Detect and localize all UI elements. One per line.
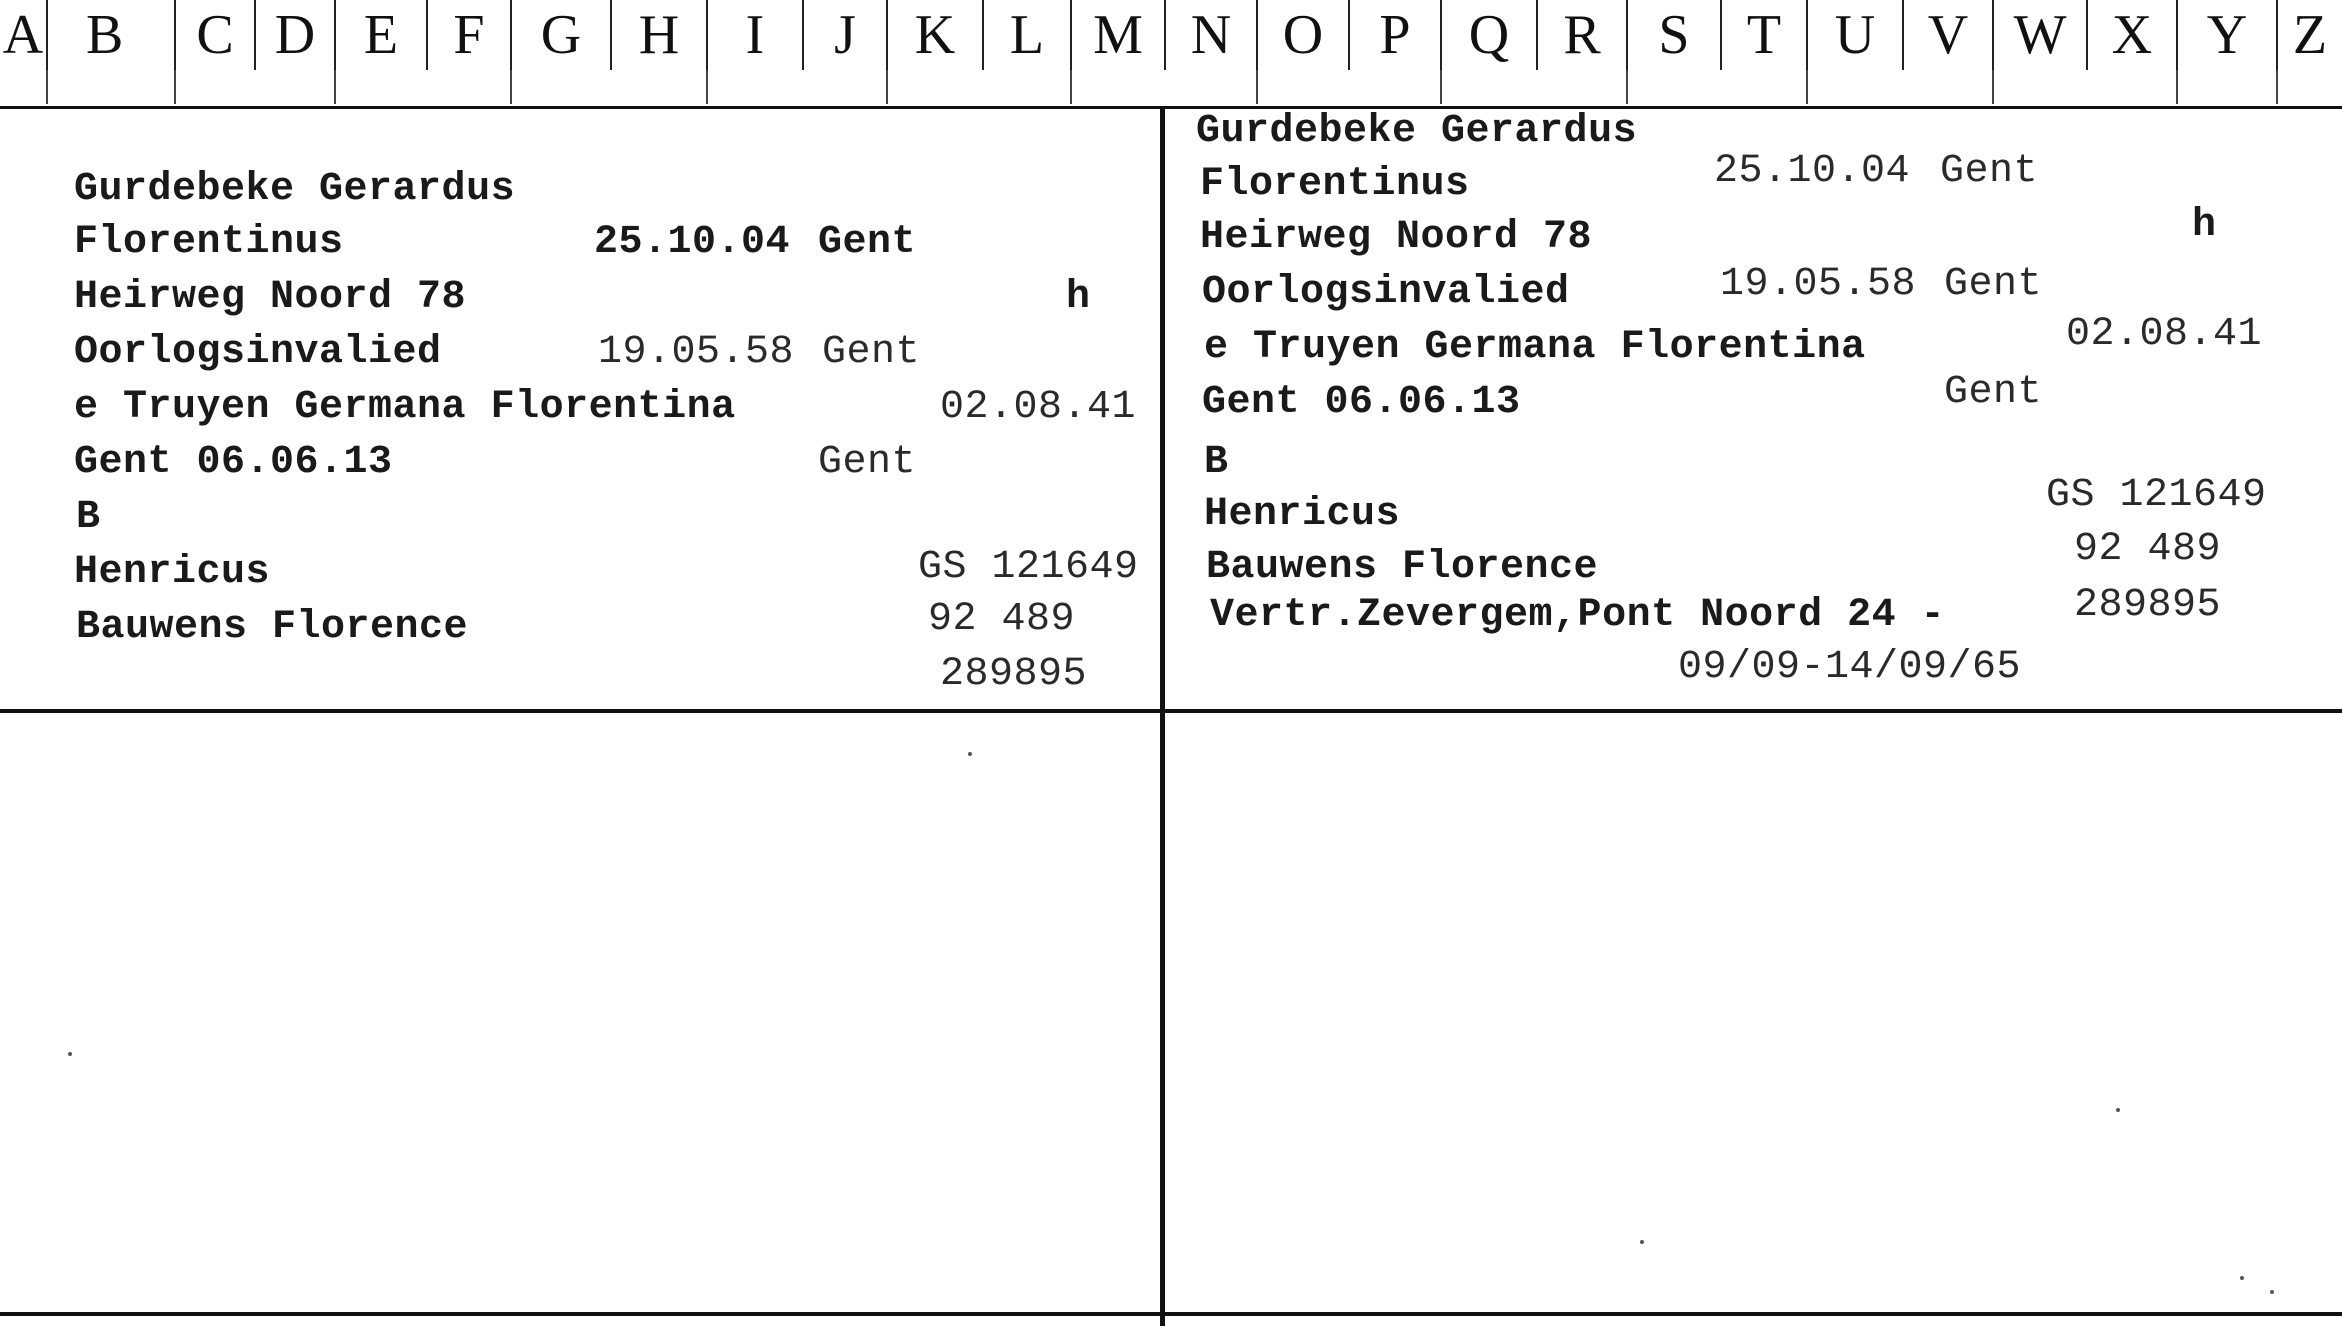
alphabet-letter-b: B bbox=[46, 0, 174, 70]
reference-2: 92 489 bbox=[2074, 527, 2222, 572]
alphabet-letter-v: V bbox=[1902, 0, 1992, 70]
place-3: Gent bbox=[1944, 370, 2043, 415]
index-tick bbox=[2276, 70, 2278, 104]
alphabet-letter-p: P bbox=[1348, 0, 1440, 70]
spouse-birth: Gent 06.06.13 bbox=[74, 440, 393, 485]
scan-speck bbox=[2116, 1108, 2120, 1112]
index-tick bbox=[886, 70, 888, 104]
alphabet-letter-n: N bbox=[1164, 0, 1256, 70]
scan-speck bbox=[68, 1052, 72, 1056]
alphabet-letter-a: A bbox=[2, 4, 44, 66]
alphabet-letter-k: K bbox=[886, 0, 982, 70]
alphabet-letter-t: T bbox=[1720, 0, 1806, 70]
name-line2: Florentinus bbox=[74, 220, 344, 265]
name-line1: Gurdebeke Gerardus bbox=[74, 167, 516, 212]
reference-gs: GS 121649 bbox=[918, 545, 1139, 590]
alphabet-letter-h: H bbox=[610, 0, 706, 70]
birth-date: 25.10.04 bbox=[594, 220, 791, 265]
alphabet-letter-e: E bbox=[334, 0, 426, 70]
alphabet-letter-u: U bbox=[1806, 0, 1902, 70]
index-tick bbox=[174, 70, 176, 104]
birth-place: Gent bbox=[1940, 149, 2039, 194]
alphabet-letter-o: O bbox=[1256, 0, 1348, 70]
alphabet-letter-i: I bbox=[706, 0, 802, 70]
index-tick bbox=[1626, 70, 1628, 104]
residence-note: Vertr.Zevergem,Pont Noord 24 - bbox=[1210, 593, 1946, 638]
place-2: Gent bbox=[1944, 262, 2043, 307]
code-b: B bbox=[76, 495, 101, 540]
alphabet-letter-d: D bbox=[254, 0, 334, 70]
father-name: Henricus bbox=[1204, 492, 1401, 537]
center-divider bbox=[1160, 108, 1165, 1326]
reference-2: 92 489 bbox=[928, 597, 1076, 642]
alphabet-letter-s: S bbox=[1626, 0, 1720, 70]
alphabet-letter-z: Z bbox=[2276, 0, 2342, 70]
date-3: 02.08.41 bbox=[2066, 312, 2263, 357]
birth-place: Gent bbox=[818, 220, 917, 265]
alphabet-letter-f: F bbox=[426, 0, 510, 70]
name-line1: Gurdebeke Gerardus bbox=[1196, 109, 1638, 154]
index-tick bbox=[706, 70, 708, 104]
address: Heirweg Noord 78 bbox=[1200, 215, 1593, 260]
father-name: Henricus bbox=[74, 550, 271, 595]
code-b: B bbox=[1204, 440, 1229, 485]
index-tick bbox=[334, 70, 336, 104]
alphabet-letter-r: R bbox=[1536, 0, 1626, 70]
alphabet-letter-j: J bbox=[802, 0, 886, 70]
address: Heirweg Noord 78 bbox=[74, 275, 467, 320]
alphabet-letter-l: L bbox=[982, 0, 1070, 70]
index-tick bbox=[510, 70, 512, 104]
header-rule bbox=[0, 106, 2342, 109]
alphabet-letter-m: M bbox=[1070, 0, 1164, 70]
status-mark: h bbox=[1066, 275, 1091, 320]
bottom-rule bbox=[0, 1312, 2342, 1316]
alphabet-letter-q: Q bbox=[1440, 0, 1536, 70]
reference-3: 289895 bbox=[2074, 583, 2222, 628]
mother-name: Bauwens Florence bbox=[76, 605, 469, 650]
alphabet-letter-w: W bbox=[1992, 0, 2086, 70]
index-tick bbox=[1992, 70, 1994, 104]
period: 09/09-14/09/65 bbox=[1678, 645, 2022, 690]
alphabet-letter-y: Y bbox=[2176, 0, 2276, 70]
spouse: e Truyen Germana Florentina bbox=[1204, 325, 1866, 370]
date-3: 02.08.41 bbox=[940, 385, 1137, 430]
category: Oorlogsinvalied bbox=[74, 330, 442, 375]
spouse: e Truyen Germana Florentina bbox=[74, 385, 736, 430]
index-tick bbox=[46, 70, 48, 104]
index-tick bbox=[2176, 70, 2178, 104]
scan-speck bbox=[968, 752, 972, 756]
mother-name: Bauwens Florence bbox=[1206, 545, 1599, 590]
alphabet-letter-x: X bbox=[2086, 0, 2176, 70]
reference-gs: GS 121649 bbox=[2046, 473, 2267, 518]
date-2: 19.05.58 bbox=[598, 330, 795, 375]
index-tick bbox=[1070, 70, 1072, 104]
alphabet-index-bar bbox=[0, 0, 2342, 108]
index-tick bbox=[1440, 70, 1442, 104]
index-tick bbox=[1806, 70, 1808, 104]
reference-3: 289895 bbox=[940, 652, 1088, 697]
scan-speck bbox=[2270, 1290, 2274, 1294]
category: Oorlogsinvalied bbox=[1202, 270, 1570, 315]
scan-speck bbox=[2240, 1276, 2244, 1280]
index-tick bbox=[1256, 70, 1258, 104]
row-divider bbox=[0, 709, 2342, 713]
spouse-birth: Gent 06.06.13 bbox=[1202, 380, 1521, 425]
scan-speck bbox=[1640, 1240, 1644, 1244]
alphabet-letter-c: C bbox=[174, 0, 254, 70]
status-mark: h bbox=[2192, 203, 2217, 248]
date-2: 19.05.58 bbox=[1720, 262, 1917, 307]
name-line2: Florentinus bbox=[1200, 162, 1470, 207]
alphabet-letter-g: G bbox=[510, 0, 610, 70]
place-3: Gent bbox=[818, 440, 917, 485]
place-2: Gent bbox=[822, 330, 921, 375]
birth-date: 25.10.04 bbox=[1714, 149, 1911, 194]
